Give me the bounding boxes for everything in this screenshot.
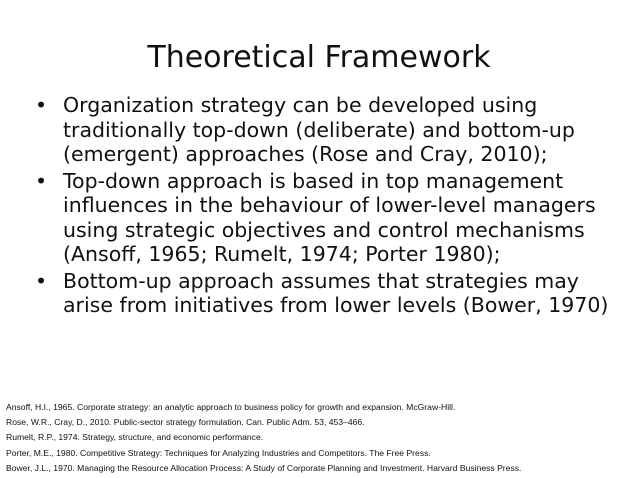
bullet-dot-icon: • bbox=[35, 168, 48, 193]
references-list bbox=[6, 400, 634, 476]
reference-item: Rose, W.R., Cray, D., 2010. Public-sector strategy formulation. Can. Public Adm. 53, 453–466. bbox=[6, 417, 365, 428]
reference-item: Ansoff, H.I., 1965. Corporate strategy: an analytic approach to business policy for growth and expansion. McGraw-Hill. bbox=[6, 402, 456, 412]
slide-title: Theoretical Framework bbox=[147, 40, 491, 75]
bullet-dot-icon: • bbox=[35, 93, 48, 117]
bullet-item bbox=[33, 269, 623, 318]
bullet-item bbox=[33, 93, 623, 167]
bullet-text: Organization strategy can be developed using traditionally top-down (deliberate) and bottom-up (emergent) approaches (Rose and Cray, 2010); bbox=[63, 93, 575, 166]
bullet-text: Top-down approach is based in top management influences in the behaviour of lower-level managers using strategic objectives and control mechanisms (Ansoff, 1965; Rumelt, 1974; Porter 1980); bbox=[63, 168, 596, 266]
bullet-dot-icon: • bbox=[35, 268, 48, 293]
bullet-text: Bottom-up approach assumes that strategies may arise from initiatives from lower levels (Bower, 1970) bbox=[63, 268, 609, 317]
reference-item: Porter, M.E., 1980. Competitive Strategy: Techniques for Analyzing Industries and Competitors. The Free Press. bbox=[6, 447, 431, 458]
reference-item: Bower, J.L., 1970. Managing the Resource Allocation Process: A Study of Corporate Planning and Investment. Harvard Business Press. bbox=[6, 462, 522, 473]
bullet-item bbox=[33, 169, 623, 267]
reference-item: Rumelt, R.P., 1974. Strategy, structure, and economic performance. bbox=[6, 432, 264, 443]
bullet-list bbox=[33, 93, 623, 320]
